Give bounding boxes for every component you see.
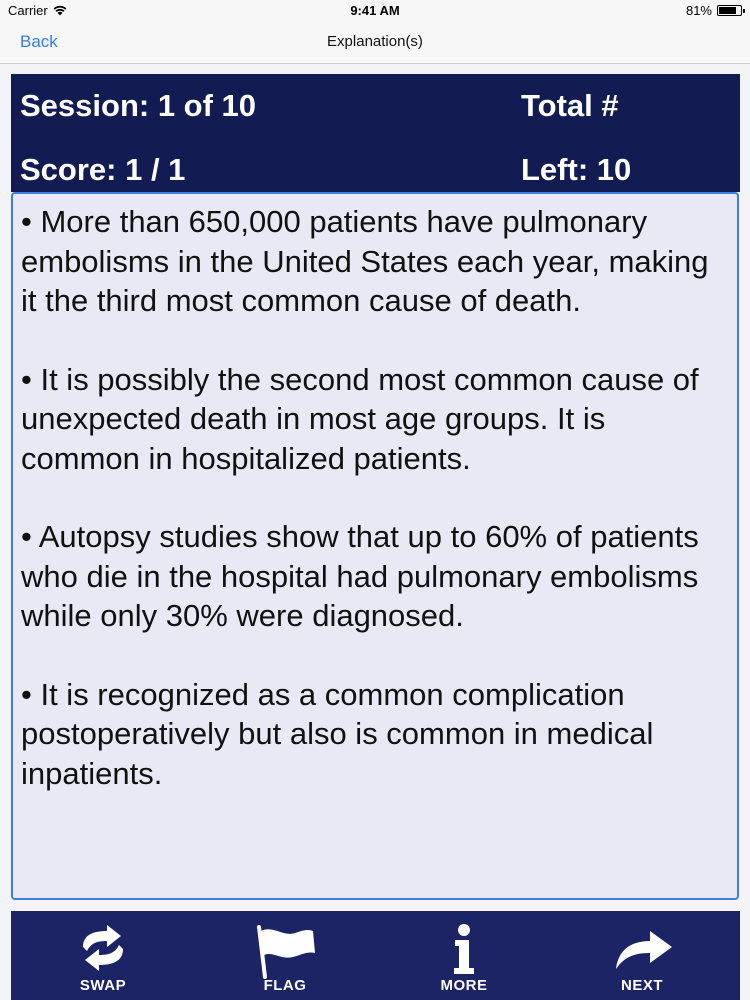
explanation-paragraph: • Autopsy studies show that up to 60% of patients who die in the hospital had pulmonary embolisms while only 30% were diagnosed. bbox=[21, 519, 699, 633]
battery-group bbox=[686, 3, 742, 18]
navigation-bar bbox=[0, 22, 750, 64]
clock: 9:41 AM bbox=[350, 3, 400, 18]
explanation-text-area[interactable] bbox=[11, 192, 739, 900]
flag-button[interactable] bbox=[225, 911, 345, 1000]
explanation-paragraph: • It is possibly the second most common cause of unexpected death in most age groups. It is common in hospitalized patients. bbox=[21, 361, 699, 476]
more-button[interactable] bbox=[404, 911, 524, 1000]
explanation-paragraph: • More than 650,000 patients have pulmonary embolisms in the United States each year, making it the third most common cause of death. bbox=[21, 204, 709, 318]
next-label: NEXT bbox=[620, 977, 663, 994]
more-label: MORE bbox=[440, 977, 488, 994]
swap-label: SWAP bbox=[79, 977, 127, 994]
battery-level bbox=[719, 7, 736, 14]
info-icon bbox=[434, 923, 494, 977]
next-arrow-icon bbox=[612, 923, 676, 977]
swap-button[interactable] bbox=[43, 911, 163, 1000]
swap-icon bbox=[73, 923, 133, 973]
back-button[interactable]: Back bbox=[20, 32, 58, 51]
flag-label: FLAG bbox=[263, 977, 307, 994]
explanation-paragraph: • It is recognized as a common complication postoperatively but also is common in medical inpatients. bbox=[21, 676, 654, 791]
score-counter: Score: 1 / 1 bbox=[20, 152, 186, 187]
session-header bbox=[11, 74, 740, 192]
bottom-toolbar bbox=[11, 911, 740, 1000]
carrier-label: Carrier bbox=[8, 3, 48, 18]
total-label: Total # bbox=[521, 88, 619, 123]
status-bar bbox=[0, 0, 750, 22]
next-button[interactable] bbox=[582, 911, 702, 1000]
flag-icon bbox=[255, 923, 319, 979]
battery-percent: 81% bbox=[685, 3, 712, 18]
page-title: Explanation(s) bbox=[327, 33, 423, 50]
left-counter: Left: 10 bbox=[521, 152, 632, 187]
battery-icon bbox=[717, 5, 742, 16]
session-counter: Session: 1 of 10 bbox=[20, 88, 257, 123]
